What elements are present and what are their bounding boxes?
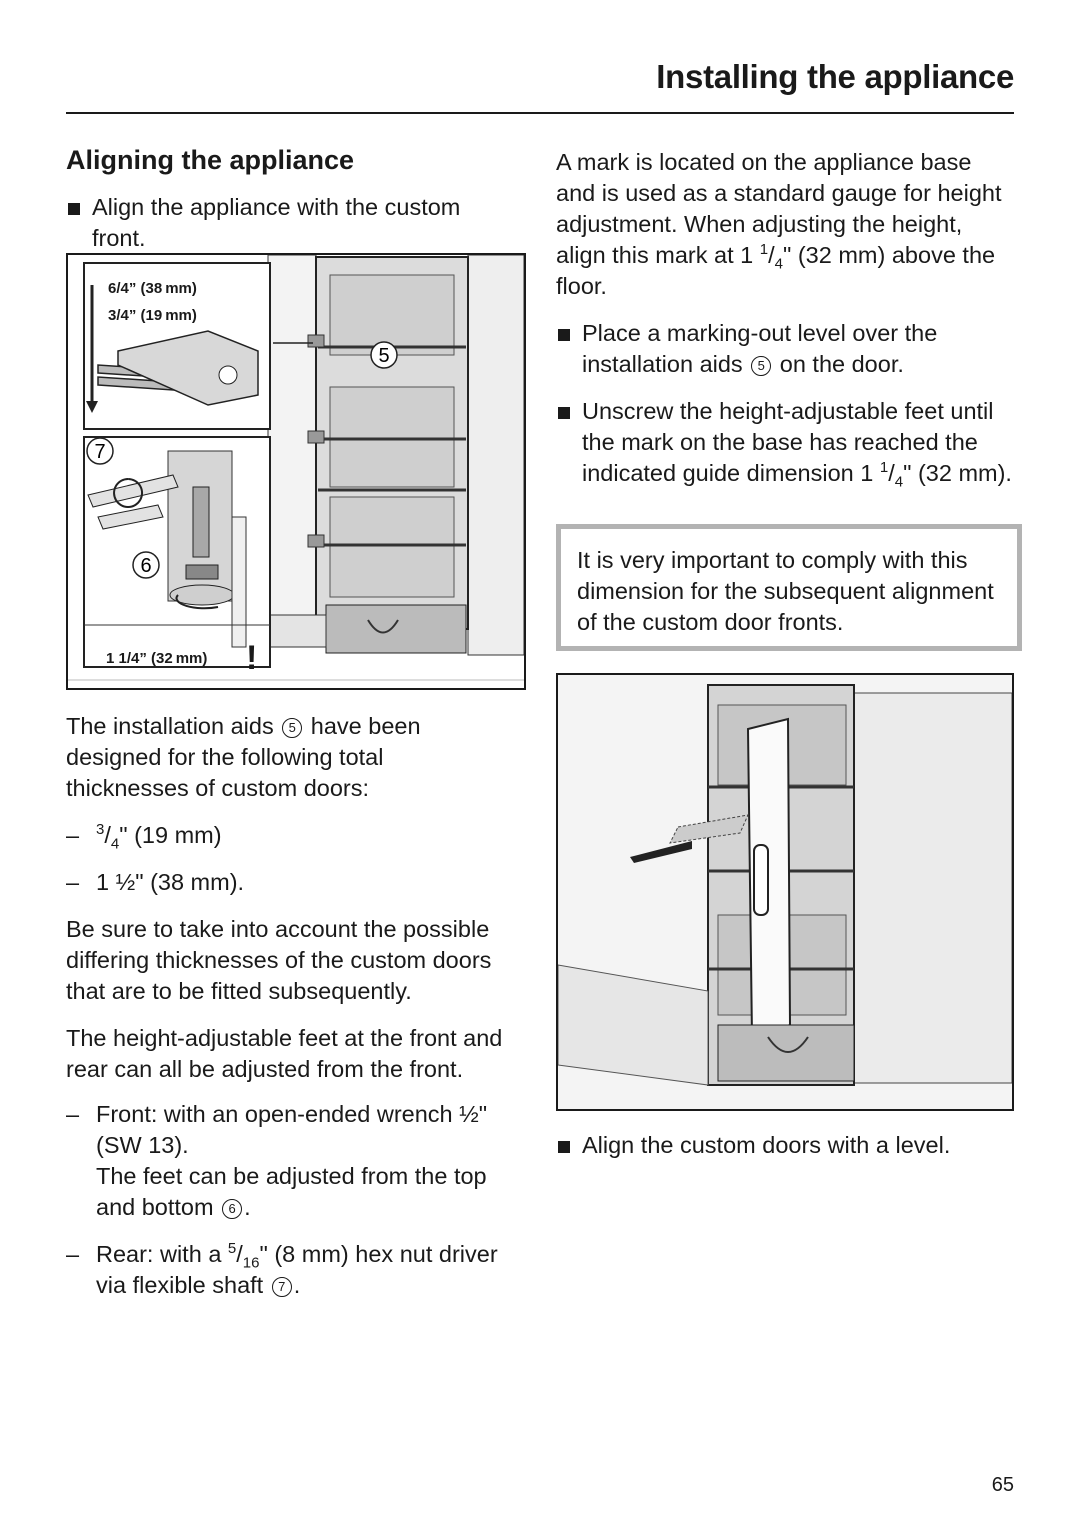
right-column-bottom <box>556 1130 1014 1161</box>
fraction-den: 4 <box>110 835 120 853</box>
feet-text-b: " (32 mm). <box>903 460 1012 486</box>
dash-item-19mm-text: " (19 mm) <box>119 822 222 848</box>
ref-5-circle: 5 <box>282 718 302 738</box>
step-unscrew-feet: Unscrew the height-adjustable feet until the mark on the base has reached the indicated guide dimension 1 $^1/_4$" (32 mm). <box>556 396 1014 489</box>
front-line-2-text: The feet can be adjusted from the top and bottom <box>96 1163 487 1220</box>
fraction-num: 5 <box>227 1240 237 1258</box>
rear-text-b: " (8 mm) hex nut driver via flexible shaft <box>96 1241 498 1298</box>
step-marking-level <box>556 318 1014 380</box>
callout-7-text: 7 <box>94 441 106 463</box>
feet-text-a: Unscrew the height-adjustable feet until the mark on the base has reached the indicated guide dimension 1 <box>582 398 994 486</box>
fraction-num: 1 <box>879 459 889 477</box>
level-text-b: on the door. <box>779 351 904 377</box>
door-alignment-drawing <box>558 675 1012 1109</box>
account-paragraph: Be sure to take into account the possible differing thicknesses of the custom doors that are to be fitted subsequently. <box>66 916 492 1004</box>
page-heading: Aligning the appliance <box>66 145 355 175</box>
callout-7 <box>87 438 113 464</box>
ref-7-circle: 7 <box>272 1277 292 1297</box>
dash-symbol: – <box>66 1241 80 1267</box>
dash-item-38mm <box>66 867 512 898</box>
important-note-box <box>556 524 1022 651</box>
header-rule <box>66 112 1014 114</box>
fraction-den: 16 <box>242 1254 260 1272</box>
dim-32mm-label: 1 1/4” (32 mm) <box>106 650 208 667</box>
door-alignment-illustration <box>556 673 1014 1111</box>
dim-19mm-label: 3/4” (19 mm) <box>108 307 197 324</box>
ref-6-circle: 6 <box>222 1199 242 1219</box>
callout-5 <box>371 342 397 368</box>
installation-illustration <box>66 253 526 690</box>
dash-item-19mm: – $^3/_4$" (19 mm) <box>66 821 222 853</box>
installation-drawing <box>68 255 524 688</box>
fraction-num: 1 <box>759 241 769 259</box>
callout-6-text: 6 <box>140 555 152 577</box>
dash-item-38mm-text: 1 ½" (38 mm). <box>96 869 245 895</box>
left-column-bottom <box>66 711 512 1301</box>
mark-text-a: A mark is located on the appliance base and is used as a standard gauge for height adjustment. When adjusting the height, align this mark at 1 <box>556 149 1002 268</box>
fraction-den: 4 <box>774 255 783 273</box>
fraction-den: 4 <box>894 473 904 491</box>
section-title: Installing the appliance <box>656 58 1014 95</box>
ref-5-circle: 5 <box>751 356 771 376</box>
dash-symbol: – <box>66 1101 80 1127</box>
rear-text-a: Rear: with a <box>96 1241 222 1267</box>
aids-paragraph <box>66 711 512 804</box>
mark-text-b: " (32 mm) above the floor. <box>556 242 996 299</box>
feet-paragraph: The height-adjustable feet at the front and rear can all be adjusted from the front. <box>66 1025 503 1082</box>
page-number: 65 <box>991 1474 1014 1496</box>
dash-symbol: – <box>66 869 80 895</box>
aids-text-a: The installation aids <box>66 713 274 739</box>
callout-6 <box>133 552 159 578</box>
aids-text-b: have been designed for the following total thicknesses of custom doors: <box>66 713 421 801</box>
callout-5-text: 5 <box>378 345 390 367</box>
dash-item-rear: – Rear: with a $^5/_{16}$" (8 mm) hex nut driver via flexible shaft 7 . <box>66 1240 498 1298</box>
mark-paragraph: A mark is located on the appliance base and is used as a standard gauge for height adjustment. When adjusting the height, align this mark at 1 $^1/_4$" (32 mm) above the floor. <box>556 149 1002 299</box>
right-column <box>556 147 1014 489</box>
warning-mark: ! <box>246 639 258 677</box>
front-line-2: The feet can be adjusted from the top and bottom 6 . <box>96 1163 487 1220</box>
left-column-top <box>66 143 512 254</box>
step-align-doors: Align the custom doors with a level. <box>556 1130 1014 1161</box>
step-align-front: Align the appliance with the custom front. <box>66 192 512 254</box>
level-text-a: Place a marking-out level over the installation aids <box>582 320 938 377</box>
fraction-num: 3 <box>96 821 105 839</box>
dim-38mm-label: 6/4” (38 mm) <box>108 280 197 297</box>
dash-item-front <box>66 1099 512 1223</box>
dash-symbol: – <box>66 822 80 848</box>
important-note-text: It is very important to comply with this dimension for the subsequent alignment of the custom door fronts. <box>577 547 994 635</box>
front-line-1: Front: with an open-ended wrench ½" (SW 13). <box>96 1101 488 1158</box>
